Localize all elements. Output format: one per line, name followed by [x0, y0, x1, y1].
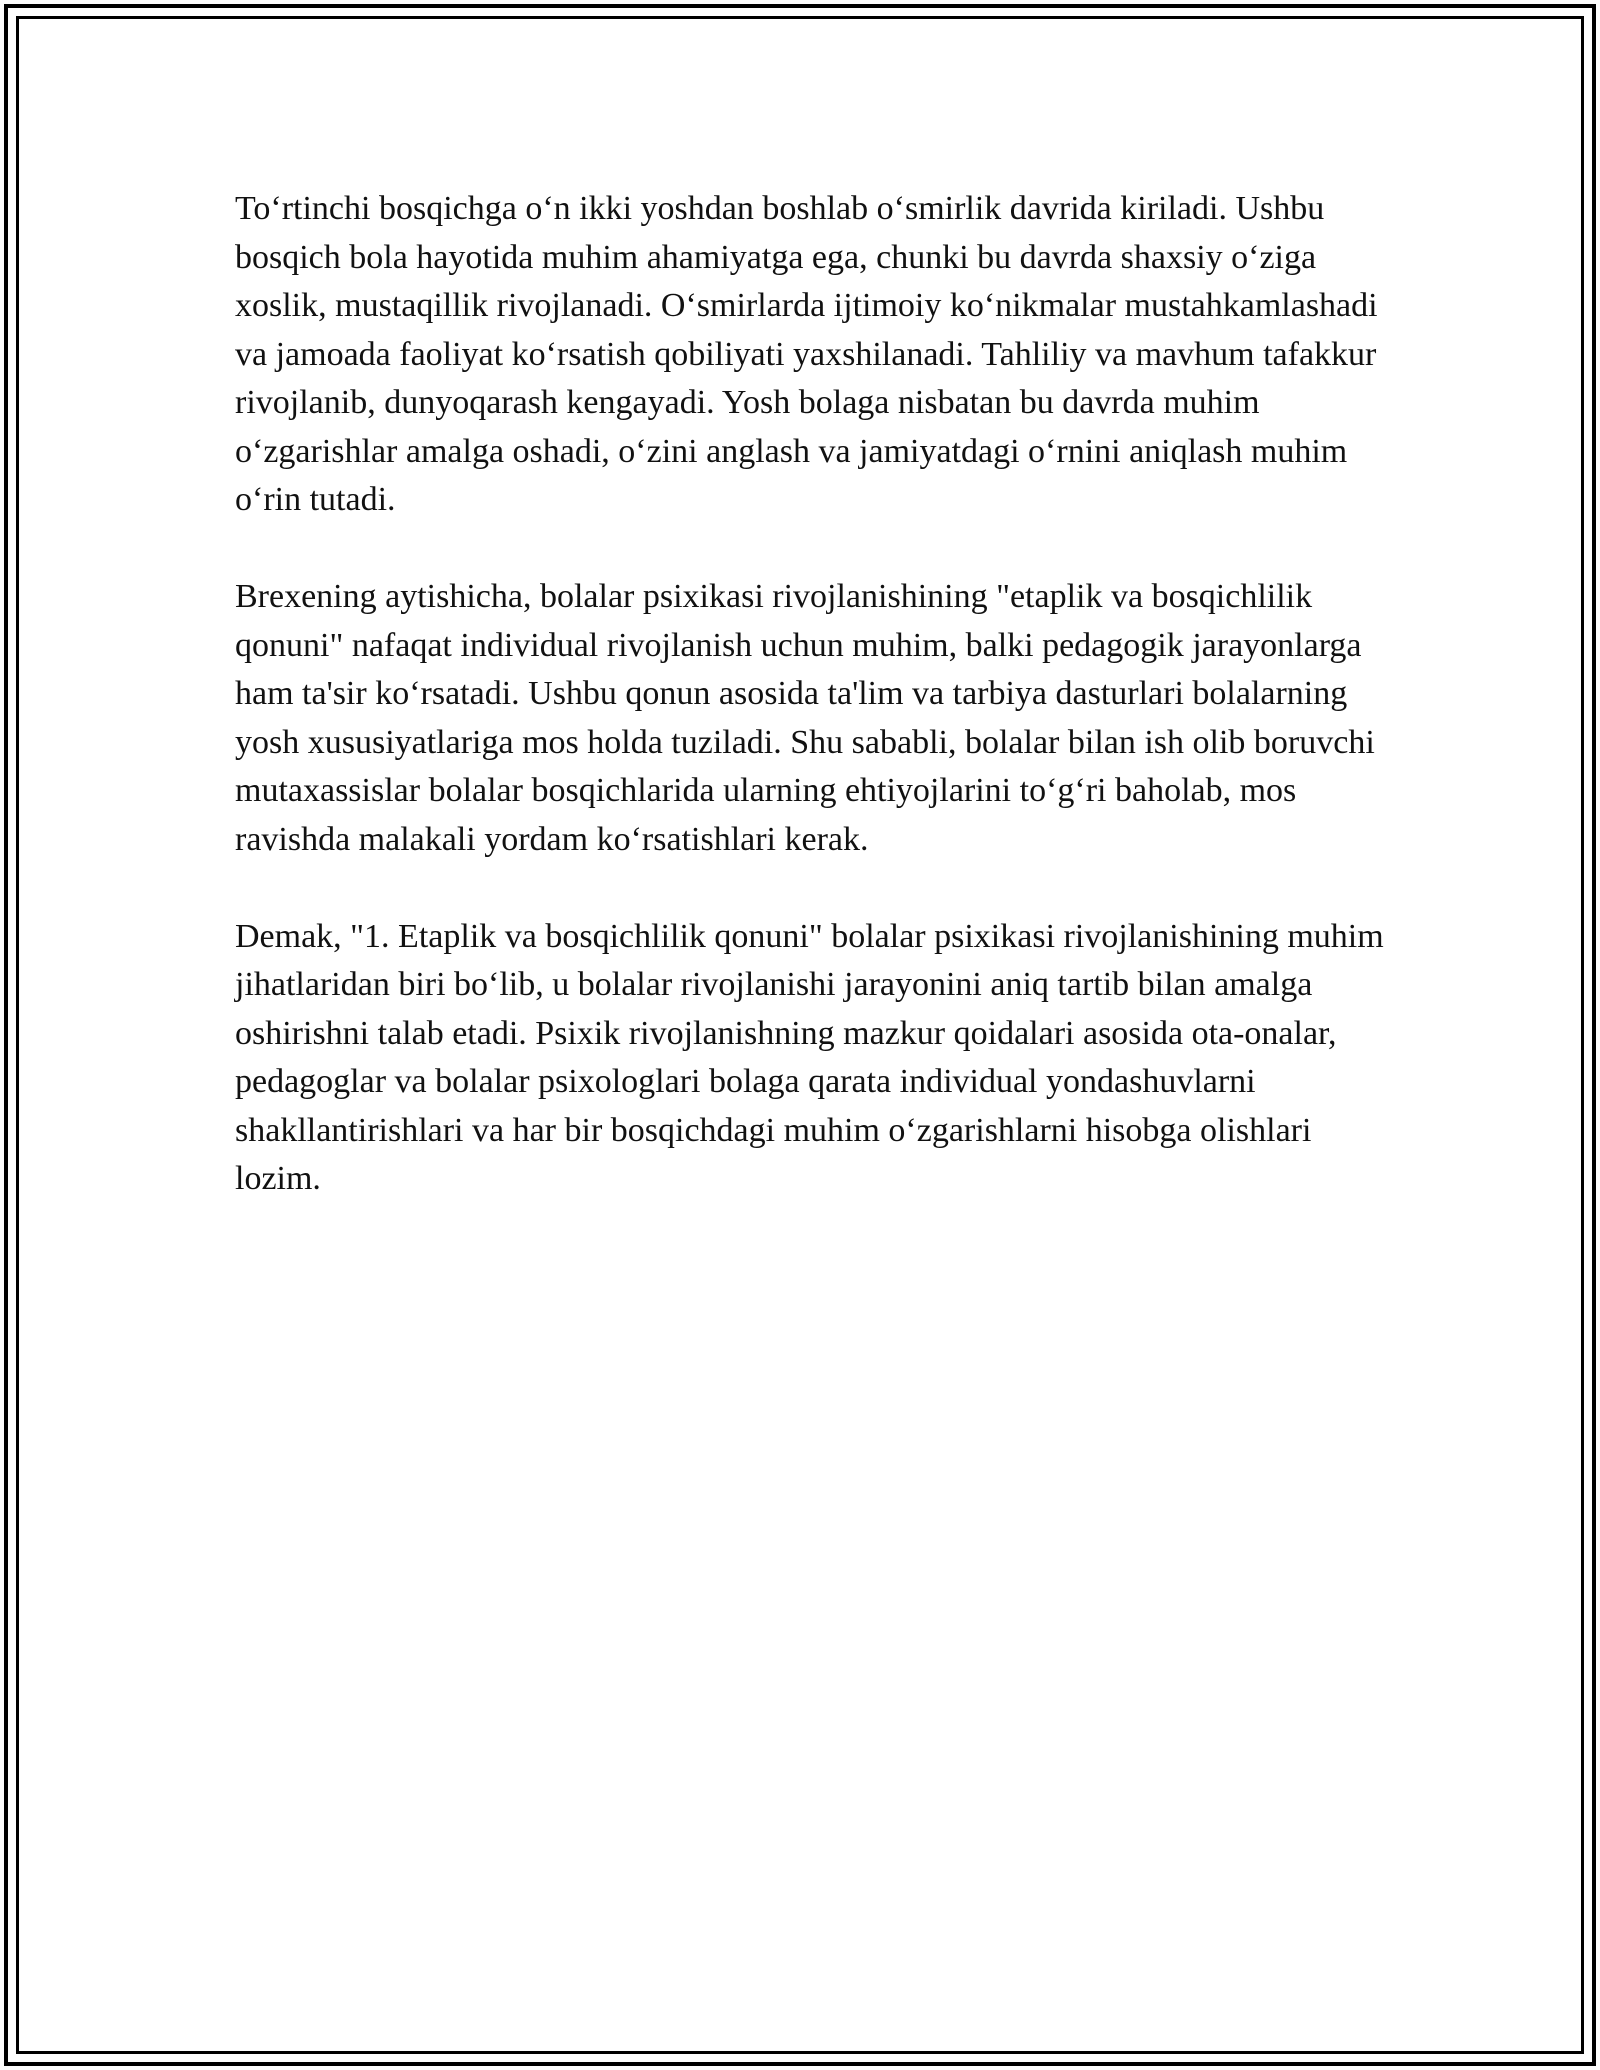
paragraph-fourth-stage: To‘rtinchi bosqichga o‘n ikki yoshdan boshlab o‘smirlik davrida kiriladi. Ushbu bosqich bola hayotida muhim ahamiyatga ega, chunki bu davrda shaxsiy o‘ziga xoslik, mustaqillik rivojlanadi. O‘smirlarda ijtimoiy ko‘nikmalar mustahkamlashadi va jamoada faoliyat ko‘rsatish qobiliyati yaxshilanadi. Tahliliy va mavhum tafakkur rivojlanib, dunyoqarash kengayadi. Yosh bolaga nisbatan bu davrda muhim o‘zgarishlar amalga oshadi, o‘zini anglash va jamiyatdagi o‘rnini aniqlash muhim o‘rin tutadi. — [235, 190, 1378, 518]
document-body — [235, 185, 1395, 1252]
paragraph-conclusion: Demak, "1. Etaplik va bosqichlilik qonuni" bolalar psixikasi rivojlanishining muhim jihatlaridan biri bo‘lib, u bolalar rivojlanishi jarayonini aniq tartib bilan amalga oshirishni talab etadi. Psixik rivojlanishning mazkur qoidalari asosida ota-onalar, pedagoglar va bolalar psixologlari bolaga qarata individual yondashuvlarni shakllantirishlari va har bir bosqichdagi muhim o‘zgarishlarni hisobga olishlari lozim. — [235, 917, 1384, 1197]
paragraph-brexe-law: Brexening aytishicha, bolalar psixikasi rivojlanishining "etaplik va bosqichlilik qonuni" nafaqat individual rivojlanish uchun muhim, balki pedagogik jarayonlarga ham ta'sir ko‘rsatadi. Ushbu qonun asosida ta'lim va tarbiya dasturlari bolalarning yosh xususiyatlariga mos holda tuziladi. Shu sababli, bolalar bilan ish olib boruvchi mutaxassislar bolalar bosqichlarida ularning ehtiyojlarini to‘g‘ri baholab, mos ravishda malakali yordam ko‘rsatishlari kerak. — [235, 578, 1375, 858]
